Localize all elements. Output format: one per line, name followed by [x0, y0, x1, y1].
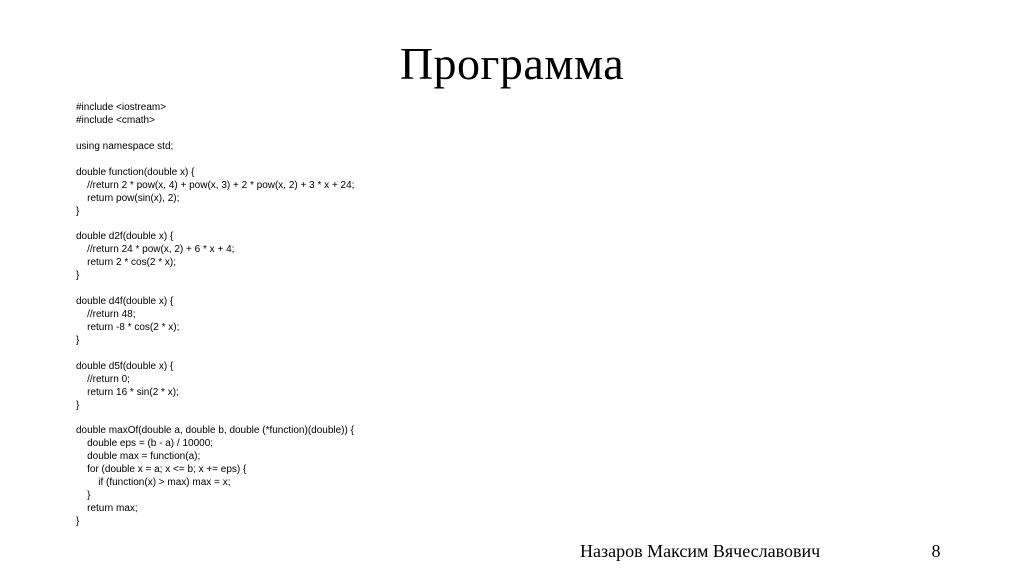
- code-line: return -8 * cos(2 * x);: [76, 321, 180, 333]
- code-line: [76, 283, 636, 296]
- code-line: double function(double x) {: [76, 166, 195, 178]
- footer-author: Назаров Максим Вячеславович: [580, 541, 821, 561]
- page-number: 8: [931, 541, 941, 561]
- code-line: double eps = (b - a) / 10000;: [76, 438, 214, 450]
- code-line: return pow(sin(x), 2);: [76, 192, 180, 204]
- code-line: double d4f(double x) {: [76, 296, 174, 308]
- code-listing: [76, 102, 636, 529]
- code-line: //return 2 * pow(x, 4) + pow(x, 3) + 2 * pow(x, 2) + 3 * x + 24;: [76, 179, 355, 191]
- code-line: }: [76, 490, 91, 502]
- code-line: if (function(x) > max) max = x;: [76, 477, 231, 489]
- code-line: [76, 348, 636, 361]
- code-line: #include <cmath>: [76, 114, 155, 126]
- code-line: [76, 413, 636, 426]
- code-line: }: [76, 205, 80, 217]
- code-line: for (double x = a; x <= b; x += eps) {: [76, 464, 247, 476]
- code-line: return 2 * cos(2 * x);: [76, 257, 177, 269]
- code-line: double d5f(double x) {: [76, 360, 174, 372]
- code-line: [76, 128, 636, 141]
- code-line: }: [76, 334, 80, 346]
- code-line: }: [76, 270, 80, 282]
- code-line: }: [76, 516, 80, 527]
- code-line: [76, 218, 636, 231]
- code-line: return max;: [76, 503, 138, 515]
- code-line: //return 48;: [76, 309, 136, 320]
- slide-title: Программа: [399, 38, 625, 89]
- code-line: return 16 * sin(2 * x);: [76, 386, 179, 398]
- code-line: double max = function(a);: [76, 451, 201, 463]
- code-line: }: [76, 399, 80, 411]
- code-line: [76, 154, 636, 167]
- code-line: double d2f(double x) {: [76, 231, 174, 243]
- code-line: using namespace std;: [76, 140, 174, 152]
- code-line: //return 24 * pow(x, 2) + 6 * x + 4;: [76, 244, 235, 256]
- code-line: double maxOf(double a, double b, double (*function)(double)) {: [76, 425, 354, 437]
- code-line: //return 0;: [76, 373, 130, 385]
- code-line: #include <iostream>: [76, 102, 167, 113]
